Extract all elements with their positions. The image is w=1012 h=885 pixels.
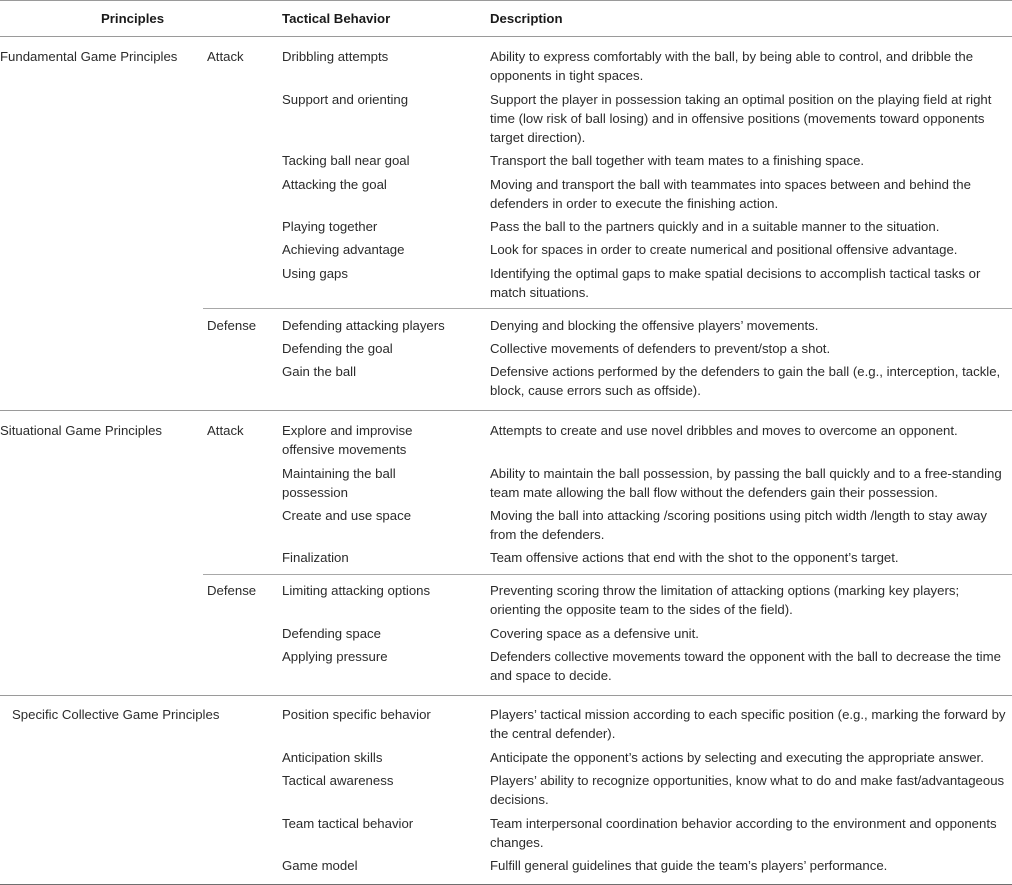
behavior-cell: Achieving advantage bbox=[282, 242, 405, 257]
description-cell: Moving and transport the ball with teammates into spaces between and behind the defenders in order to execute the finishing action. bbox=[490, 177, 971, 211]
column-header-description: Description bbox=[490, 11, 563, 26]
behavior-cell: Team tactical behavior bbox=[282, 816, 414, 831]
description-cell: Ability to express comfortably with the ball, by being able to control, and dribble the opponents in tight spaces. bbox=[490, 49, 974, 83]
description-cell: Defenders collective movements toward the opponent with the ball to decrease the time and space to decide. bbox=[490, 649, 1001, 683]
principle-cell: Fundamental Game Principles bbox=[0, 49, 178, 64]
phase-cell: Defense bbox=[207, 583, 257, 598]
column-header-principles: Principles bbox=[101, 11, 165, 26]
behavior-cell: Maintaining the ball possession bbox=[282, 466, 396, 500]
description-cell: Support the player in possession taking an optimal position on the playing field at right time (low risk of ball losing) and in offensive positions (movements toward opponents target direction). bbox=[490, 92, 992, 145]
behavior-cell: Defending space bbox=[282, 626, 381, 641]
description-cell: Players’ ability to recognize opportunities, know what to do and make fast/advantageous decisions. bbox=[490, 773, 1005, 807]
description-cell: Defensive actions performed by the defenders to gain the ball (e.g., interception, tackle, block, cause errors such as offside). bbox=[490, 364, 1001, 398]
behavior-cell: Tacking ball near goal bbox=[282, 153, 410, 168]
principle-cell: Situational Game Principles bbox=[0, 423, 162, 438]
description-cell: Transport the ball together with team mates to a finishing space. bbox=[490, 153, 865, 168]
group-rule bbox=[0, 695, 1012, 696]
behavior-cell: Defending the goal bbox=[282, 341, 393, 356]
top-rule bbox=[0, 0, 1012, 1]
behavior-cell: Applying pressure bbox=[282, 649, 388, 664]
description-cell: Players’ tactical mission according to each specific position (e.g., marking the forward by the central defender). bbox=[490, 707, 1006, 741]
behavior-cell: Defending attacking players bbox=[282, 318, 445, 333]
description-cell: Moving the ball into attacking /scoring positions using pitch width /length to stay away from the defenders. bbox=[490, 508, 988, 542]
description-cell: Team interpersonal coordination behavior according to the environment and opponents changes. bbox=[490, 816, 997, 850]
description-cell: Covering space as a defensive unit. bbox=[490, 626, 699, 641]
description-cell: Identifying the optimal gaps to make spatial decisions to accomplish tactical tasks or match situations. bbox=[490, 266, 981, 300]
section-rule bbox=[203, 574, 1012, 575]
description-cell: Denying and blocking the offensive players’ movements. bbox=[490, 318, 819, 333]
description-cell: Look for spaces in order to create numerical and positional offensive advantage. bbox=[490, 242, 958, 257]
description-cell: Team offensive actions that end with the shot to the opponent’s target. bbox=[490, 550, 899, 565]
phase-cell: Attack bbox=[207, 423, 244, 438]
behavior-cell: Anticipation skills bbox=[282, 750, 383, 765]
behavior-cell: Position specific behavior bbox=[282, 707, 431, 722]
phase-cell: Defense bbox=[207, 318, 257, 333]
behavior-cell: Attacking the goal bbox=[282, 177, 387, 192]
behavior-cell: Gain the ball bbox=[282, 364, 357, 379]
behavior-cell: Create and use space bbox=[282, 508, 412, 523]
behavior-cell: Support and orienting bbox=[282, 92, 409, 107]
behavior-cell: Using gaps bbox=[282, 266, 348, 281]
column-header-tactical-behavior: Tactical Behavior bbox=[282, 11, 391, 26]
description-cell: Fulfill general guidelines that guide the team’s players’ performance. bbox=[490, 858, 888, 873]
group-rule bbox=[0, 410, 1012, 411]
behavior-cell: Game model bbox=[282, 858, 358, 873]
section-rule bbox=[203, 308, 1012, 309]
description-cell: Preventing scoring throw the limitation of attacking options (marking key players; orienting the opposite team to the sides of the field). bbox=[490, 583, 960, 617]
behavior-cell: Limiting attacking options bbox=[282, 583, 431, 598]
behavior-cell: Playing together bbox=[282, 219, 378, 234]
description-cell: Collective movements of defenders to prevent/stop a shot. bbox=[490, 341, 831, 356]
description-cell: Attempts to create and use novel dribbles and moves to overcome an opponent. bbox=[490, 423, 958, 438]
principle-cell: Specific Collective Game Principles bbox=[12, 707, 220, 722]
description-cell: Ability to maintain the ball possession, by passing the ball quickly and to a free-standing team mate allowing the ball flow without the defenders gain their possession. bbox=[490, 466, 1002, 500]
phase-cell: Attack bbox=[207, 49, 244, 64]
header-rule bbox=[0, 36, 1012, 37]
behavior-cell: Explore and improvise offensive movements bbox=[282, 423, 413, 457]
behavior-cell: Tactical awareness bbox=[282, 773, 394, 788]
behavior-cell: Dribbling attempts bbox=[282, 49, 389, 64]
description-cell: Pass the ball to the partners quickly and in a suitable manner to the situation. bbox=[490, 219, 940, 234]
behavior-cell: Finalization bbox=[282, 550, 349, 565]
description-cell: Anticipate the opponent’s actions by selecting and executing the appropriate answer. bbox=[490, 750, 984, 765]
